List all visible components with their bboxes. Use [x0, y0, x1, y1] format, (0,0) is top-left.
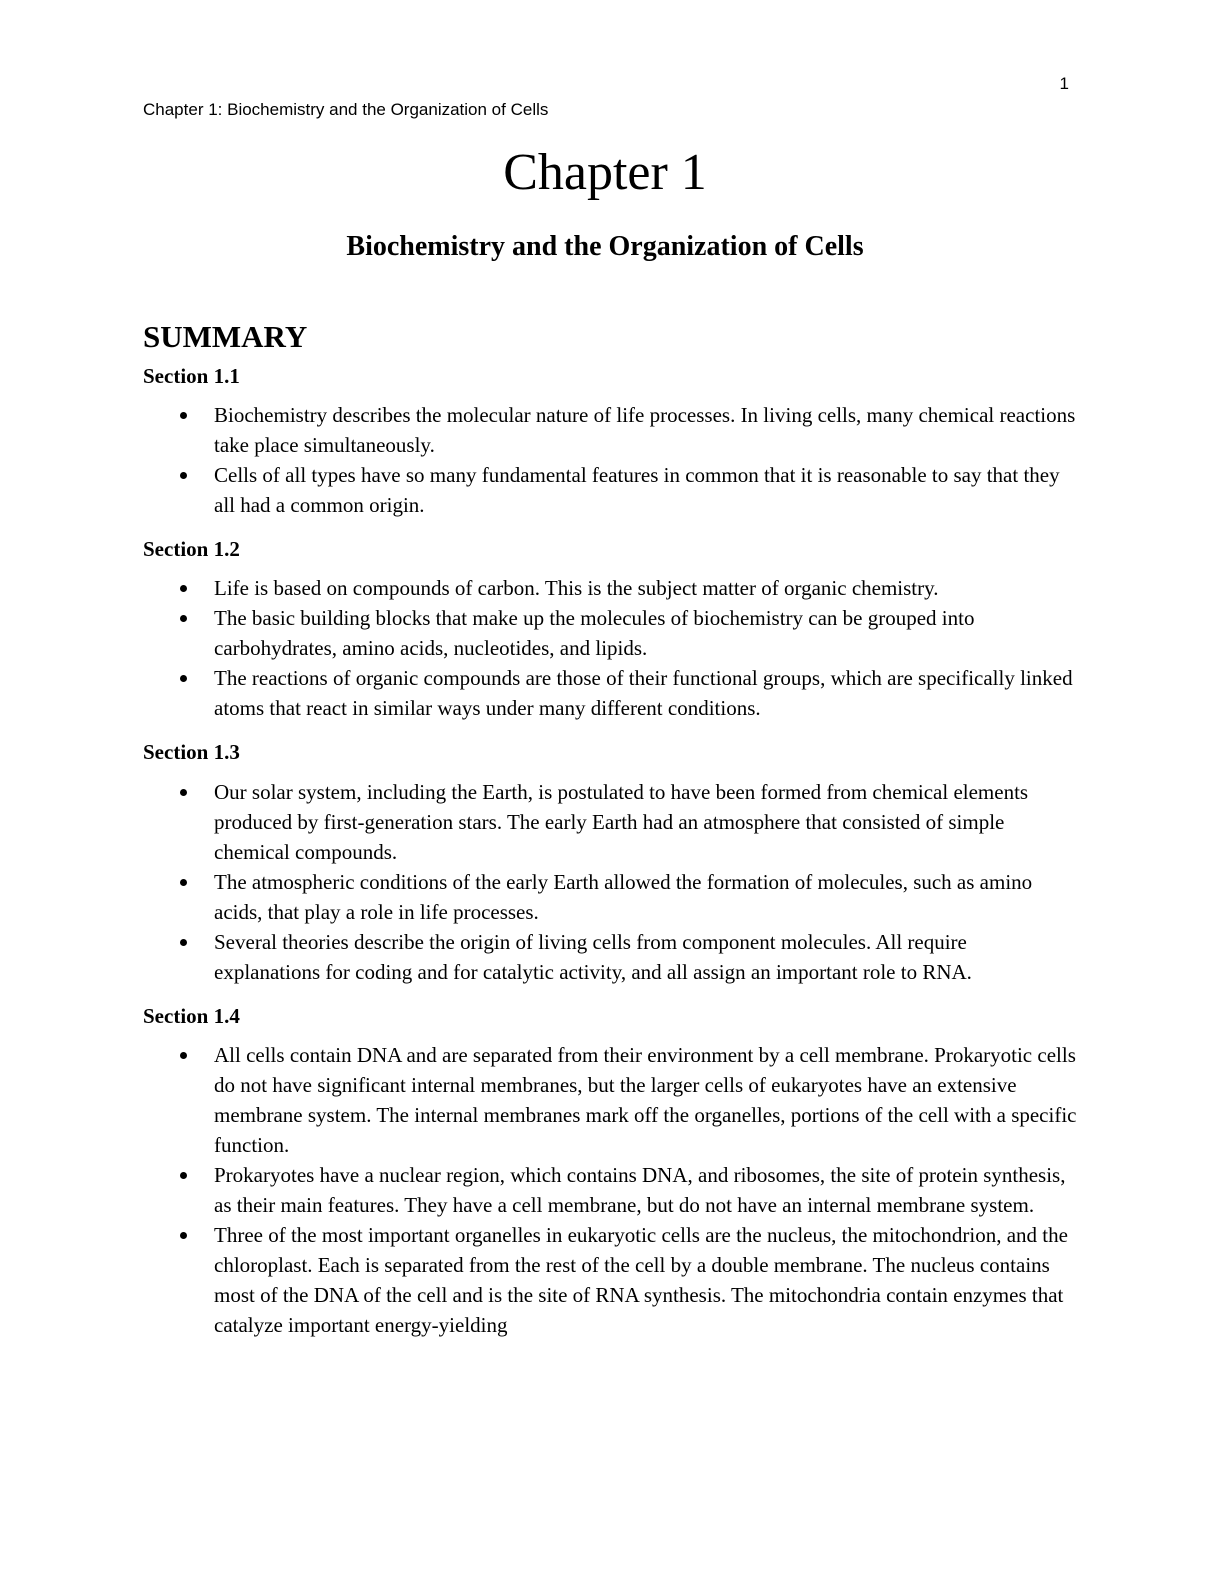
bullet-list [143, 777, 1078, 987]
bullet-text: Several theories describe the origin of living cells from component molecules. All require explanations for coding and for catalytic activity, and all assign an important role to RNA. [214, 929, 972, 984]
section-heading: Section 1.1 [143, 363, 240, 388]
list-item [143, 1160, 1078, 1220]
list-item [143, 777, 1078, 867]
bullet-icon [180, 615, 187, 622]
list-item [143, 400, 1078, 460]
list-item [143, 1220, 1078, 1340]
section-1-3 [143, 739, 1078, 986]
list-item [143, 663, 1078, 723]
bullet-text: Biochemistry describes the molecular nature of life processes. In living cells, many chemical reactions take place simultaneously. [214, 403, 1076, 458]
bullet-text: Three of the most important organelles in eukaryotic cells are the nucleus, the mitochondrion, and the chloroplast. Each is separated from the rest of the cell by a double membrane. The nucleus contains most of the DNA of the cell and is the site of RNA synthesis. The mitochondria contain enzymes that catalyze important energy-yielding [214, 1222, 1068, 1337]
bullet-text: The basic building blocks that make up the molecules of biochemistry can be grouped into carbohydrates, amino acids, nucleotides, and lipids. [214, 606, 975, 661]
summary-heading: SUMMARY [143, 319, 308, 354]
list-item [143, 867, 1078, 927]
bullet-icon [180, 879, 187, 886]
list-item [143, 603, 1078, 663]
bullet-icon [180, 939, 187, 946]
section-1-2 [143, 536, 1078, 723]
bullet-icon [180, 789, 187, 796]
bullet-text: The atmospheric conditions of the early Earth allowed the formation of molecules, such as amino acids, that play a role in life processes. [214, 869, 1033, 924]
summary-content [143, 318, 1078, 1356]
bullet-text: Prokaryotes have a nuclear region, which contains DNA, and ribosomes, the site of protein synthesis, as their main features. They have a cell membrane, but do not have an internal membrane system. [214, 1162, 1066, 1217]
bullet-list [143, 1040, 1078, 1340]
list-item [143, 573, 1078, 603]
bullet-icon [180, 585, 187, 592]
list-item [143, 460, 1078, 520]
bullet-icon [180, 412, 187, 419]
bullet-icon [180, 1172, 187, 1179]
section-1-4 [143, 1003, 1078, 1340]
running-header: Chapter 1: Biochemistry and the Organization of Cells [143, 100, 549, 119]
section-heading: Section 1.4 [143, 1003, 240, 1028]
bullet-icon [180, 1232, 187, 1239]
page-number: 1 [1059, 74, 1069, 93]
bullet-text: The reactions of organic compounds are those of their functional groups, which are specifically linked atoms that react in similar ways under many different conditions. [214, 666, 1073, 721]
section-heading: Section 1.3 [143, 740, 240, 765]
bullet-list [143, 573, 1078, 723]
section-heading: Section 1.2 [143, 537, 240, 562]
bullet-list [143, 400, 1078, 520]
bullet-icon [180, 675, 187, 682]
bullet-text: All cells contain DNA and are separated from their environment by a cell membrane. Prokaryotic cells do not have significant internal membranes, but the larger cells of eukaryotes have an extensive membrane system. The internal membranes mark off the organelles, portions of the cell with a specific function. [214, 1042, 1077, 1157]
list-item [143, 1040, 1078, 1160]
section-1-1 [143, 363, 1078, 520]
list-item [143, 927, 1078, 987]
bullet-icon [180, 472, 187, 479]
bullet-icon [180, 1052, 187, 1059]
chapter-title: Chapter 1 [503, 144, 707, 201]
chapter-subtitle: Biochemistry and the Organization of Cells [346, 231, 864, 262]
bullet-text: Life is based on compounds of carbon. This is the subject matter of organic chemistry. [214, 576, 939, 601]
bullet-text: Cells of all types have so many fundamental features in common that it is reasonable to say that they all had a common origin. [214, 463, 1060, 518]
bullet-text: Our solar system, including the Earth, is postulated to have been formed from chemical elements produced by first-generation stars. The early Earth had an atmosphere that consisted of simple chemical compounds. [214, 779, 1029, 864]
